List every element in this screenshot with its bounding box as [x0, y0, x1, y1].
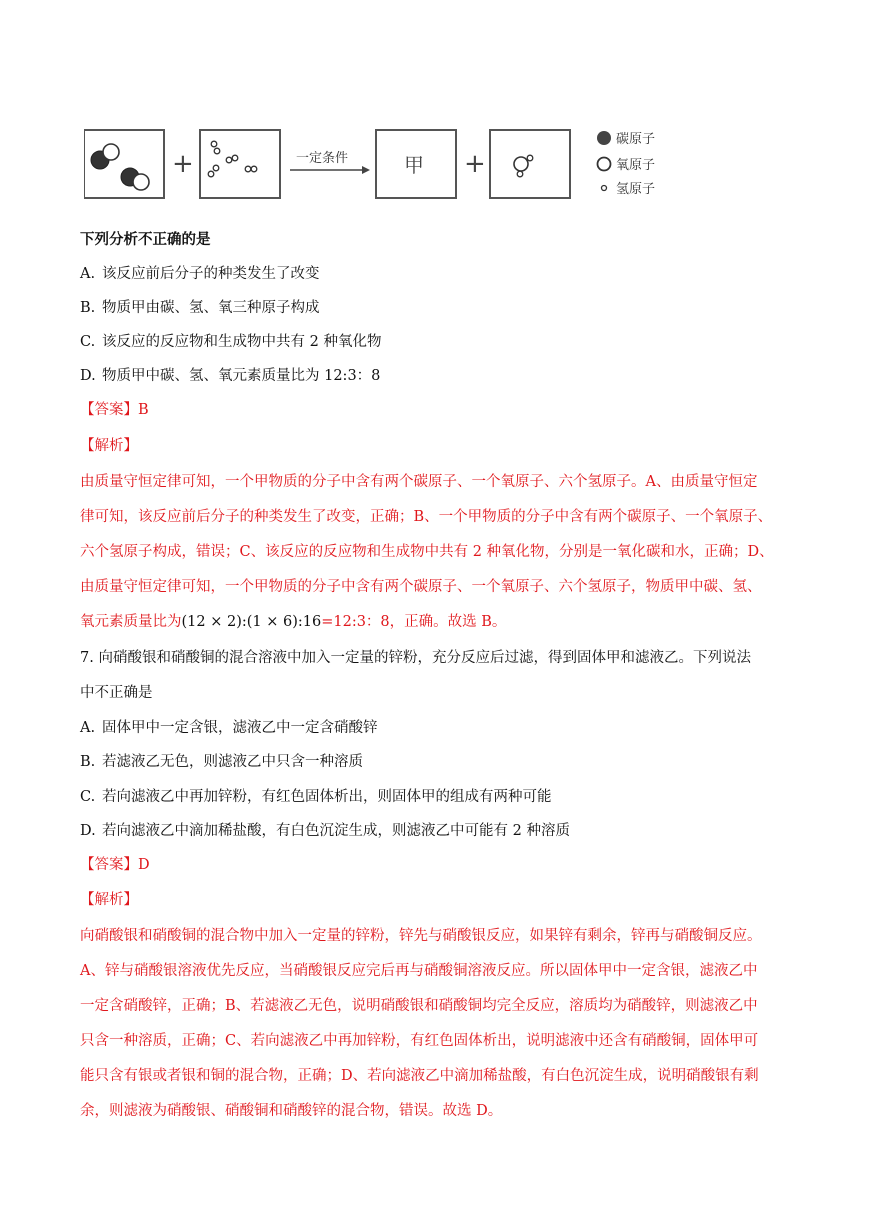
q6-option-a	[80, 264, 320, 284]
q7-option-d	[80, 821, 570, 841]
q6-option-text: 该反应的反应物和生成物中共有 2 种氧化物	[102, 334, 382, 350]
q6-option-text: 物质甲由碳、氢、氧三种原子构成	[102, 300, 320, 316]
q7-option-text: 固体甲中一定含银，滤液乙中一定含硝酸锌	[102, 720, 378, 736]
answer-value: D	[138, 857, 150, 873]
hydrogen-atom-icon	[602, 186, 607, 191]
q6-analysis-last-line	[80, 612, 506, 632]
q6-analysis-line: 律可知，该反应前后分子的种类发生了改变，正确；B、一个甲物质的分子中含有两个碳原子、一个氧原子、	[80, 509, 773, 525]
q7-analysis-line: 一定含硝酸锌，正确；B、若滤液乙无色，说明硝酸银和硝酸铜均完全反应，溶质均为硝酸锌，则滤液乙中	[80, 998, 758, 1014]
q7-stem-line: 7. 向硝酸银和硝酸铜的混合溶液中加入一定量的锌粉，充分反应后过滤，得到固体甲和滤液乙。下列说法	[80, 650, 751, 666]
q7-analysis-line: 余，则滤液为硝酸银、硝酸铜和硝酸锌的混合物，错误。故选 D。	[80, 1103, 503, 1119]
q6-option-text: 该反应前后分子的种类发生了改变	[102, 266, 320, 282]
answer-value: B	[138, 402, 149, 418]
q7-option-text: 若滤液乙无色，则滤液乙中只含一种溶质	[102, 754, 363, 770]
q6-option-letter: A.	[80, 266, 96, 282]
reactant-box-h2	[200, 130, 280, 198]
legend-carbon-label: 碳原子	[616, 132, 656, 147]
reaction-diagram	[84, 122, 684, 204]
q6-analysis-line: 由质量守恒定律可知，一个甲物质的分子中含有两个碳原子、一个氧原子、六个氢原子，物质甲中碳、氢、	[80, 579, 762, 595]
reaction-arrow	[290, 166, 370, 174]
atom-legend	[597, 131, 655, 197]
q6-answer	[80, 400, 149, 420]
carbon-atom-icon	[597, 131, 611, 145]
analysis-text: 氧元素质量比为	[80, 614, 182, 630]
q6-analysis-tag: 【解析】	[80, 438, 138, 454]
q7-option-b	[80, 752, 363, 772]
answer-tag: 【答案】	[80, 402, 138, 418]
q7-answer	[80, 855, 150, 875]
q7-option-letter: B.	[80, 754, 96, 770]
product-box-label: 甲	[404, 153, 424, 177]
q7-option-text: 若向滤液乙中再加锌粉，有红色固体析出，则固体甲的组成有两种可能	[102, 789, 552, 805]
q7-analysis-tag: 【解析】	[80, 892, 138, 908]
arrow-condition-label: 一定条件	[296, 151, 349, 166]
product-box-h2o	[490, 130, 570, 198]
q7-stem-line: 中不正确是	[80, 685, 153, 701]
q7-option-text: 若向滤液乙中滴加稀盐酸，有白色沉淀生成，则滤液乙中可能有 2 种溶质	[102, 823, 570, 839]
q6-stem: 下列分析不正确的是	[80, 232, 211, 248]
answer-tag: 【答案】	[80, 857, 138, 873]
oxygen-atom-icon	[598, 158, 611, 171]
q6-option-letter: C.	[80, 334, 96, 350]
q7-option-letter: A.	[80, 720, 96, 736]
q6-analysis-line: 六个氢原子构成，错误；C、该反应的反应物和生成物中共有 2 种氧化物，分别是一氧化碳和水，正确；D、	[80, 544, 774, 560]
q7-analysis-line: 向硝酸银和硝酸铜的混合物中加入一定量的锌粉，锌先与硝酸银反应，如果锌有剩余，锌再与硝酸铜反应。	[80, 928, 762, 944]
q7-analysis-line: 能只含有银或者银和铜的混合物，正确；D、若向滤液乙中滴加稀盐酸，有白色沉淀生成，说明硝酸银有剩	[80, 1068, 759, 1084]
plus-sign-1: +	[172, 149, 194, 179]
q6-option-d	[80, 366, 380, 386]
q7-analysis-line: A、锌与硝酸银溶液优先反应，当硝酸银反应完后再与硝酸铜溶液反应。所以固体甲中一定含银，滤液乙中	[80, 963, 758, 979]
q6-analysis-line: 由质量守恒定律可知，一个甲物质的分子中含有两个碳原子、一个氧原子、六个氢原子。A、由质量守恒定	[80, 474, 758, 490]
q7-analysis-line: 只含一种溶质，正确；C、若向滤液乙中再加锌粉，有红色固体析出，说明滤液中还含有硝酸铜，固体甲可	[80, 1033, 759, 1049]
q7-option-a	[80, 718, 378, 738]
plus-sign-2: +	[464, 149, 486, 179]
q6-option-b	[80, 298, 320, 318]
q6-option-c	[80, 332, 381, 352]
q7-option-letter: C.	[80, 789, 96, 805]
q6-option-text: 物质甲中碳、氢、氧元素质量比为 12:3：8	[102, 368, 381, 384]
q7-option-letter: D.	[80, 823, 96, 839]
analysis-text: =12:3：8，正确。故选 B。	[321, 614, 507, 630]
q7-option-c	[80, 787, 552, 807]
reactant-box-co	[84, 130, 164, 198]
legend-hydrogen-label: 氢原子	[616, 182, 656, 197]
q6-option-letter: D.	[80, 368, 96, 384]
legend-oxygen-label: 氧原子	[616, 158, 656, 173]
q6-option-letter: B.	[80, 300, 96, 316]
mass-ratio-formula: (12 × 2):(1 × 6):16	[181, 614, 322, 630]
